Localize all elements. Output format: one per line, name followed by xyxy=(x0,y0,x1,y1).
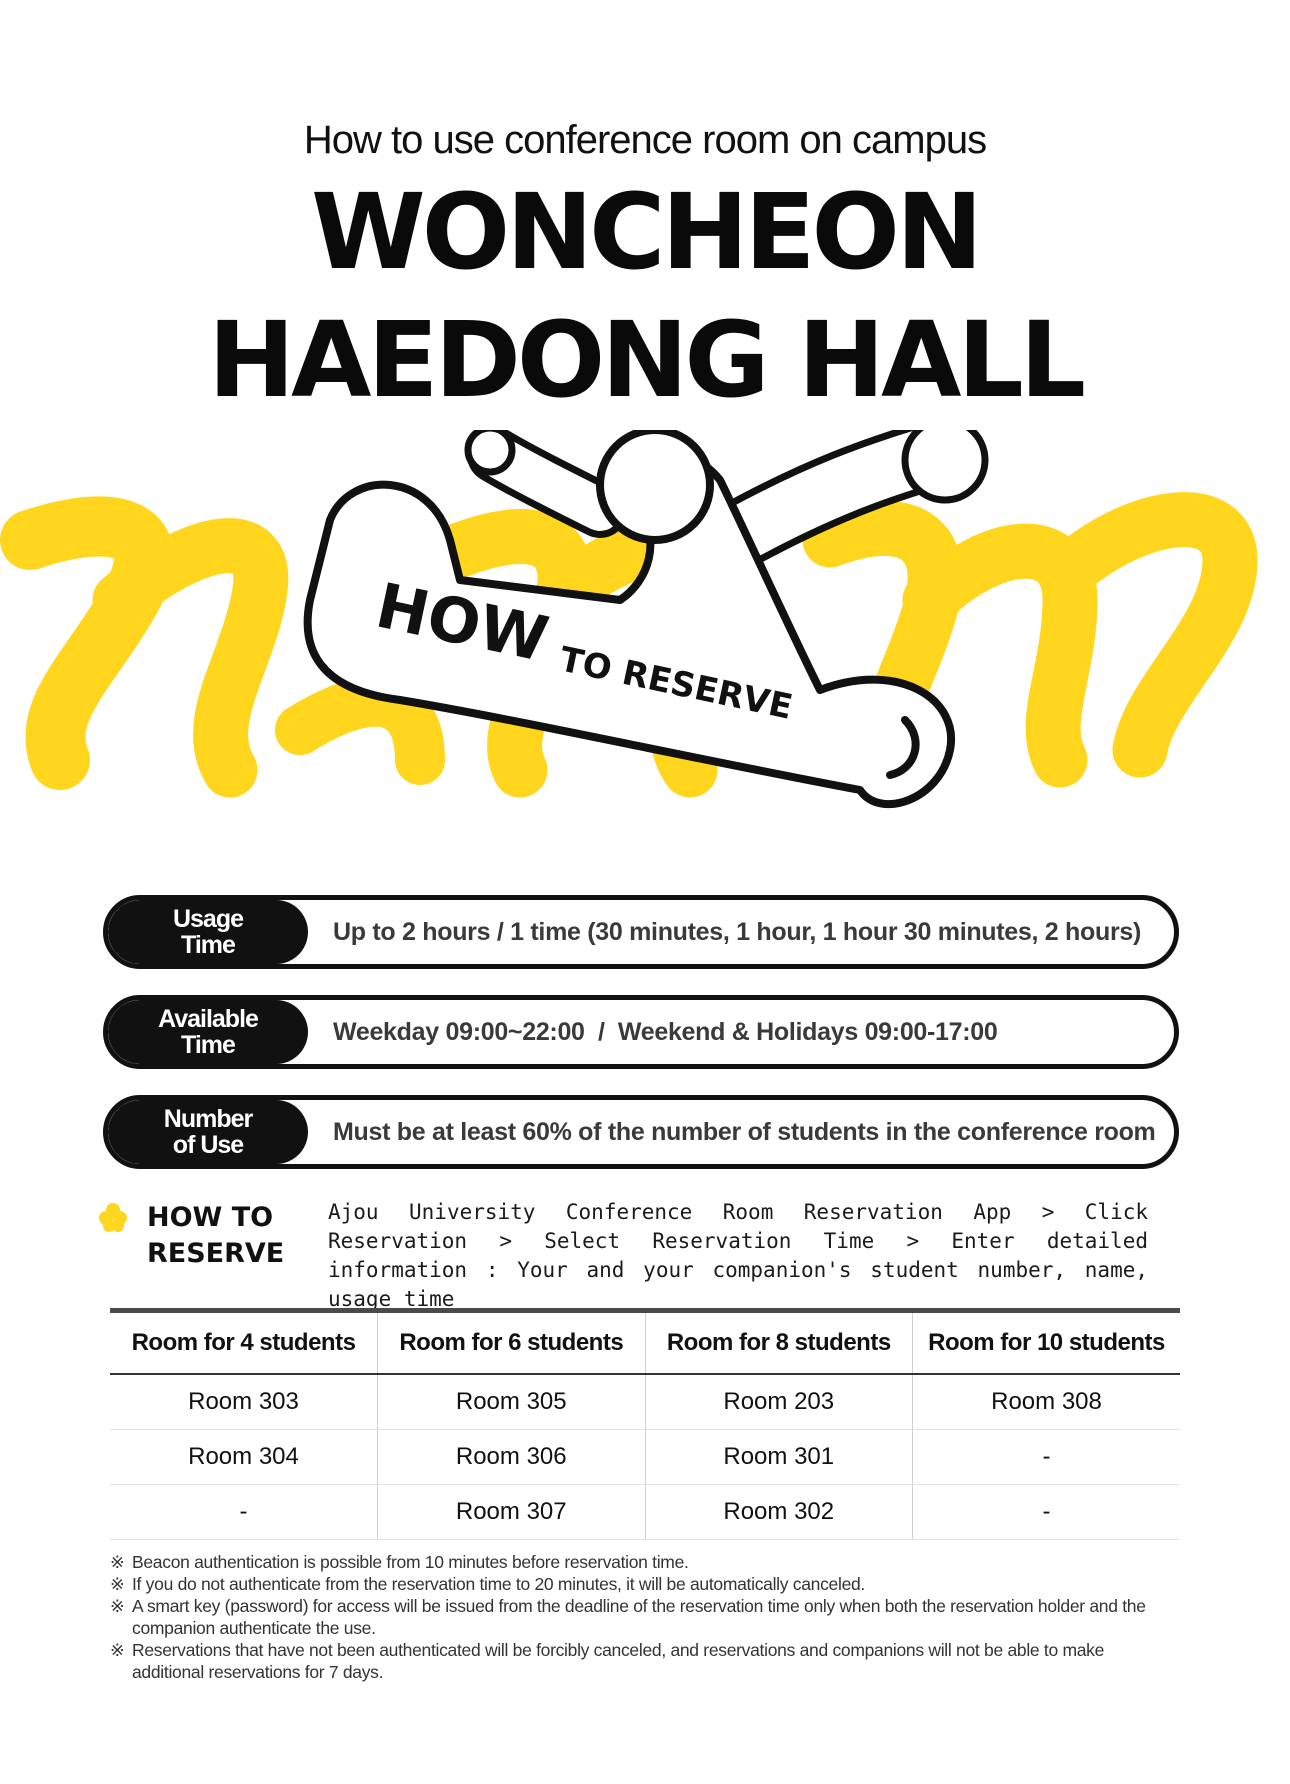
note-item: ※ Beacon authentication is possible from 10 minutes before reservation time. xyxy=(110,1552,689,1572)
usage-time-value: Up to 2 hours / 1 time (30 minutes, 1 hour, 1 hour 30 minutes, 2 hours) xyxy=(333,917,1142,946)
column-header: Room for 8 students xyxy=(645,1311,913,1375)
notes-list xyxy=(110,1551,1170,1683)
table-cell: - xyxy=(913,1485,1181,1540)
available-time-label: Available Time xyxy=(108,1000,308,1064)
how-to-reserve-heading: HOW TO RESERVE xyxy=(147,1202,285,1269)
number-of-use-row xyxy=(103,1095,1179,1169)
table-header-row xyxy=(110,1311,1180,1375)
page-title-line2: HAEDONG HALL xyxy=(208,299,1082,421)
table-cell: Room 306 xyxy=(378,1430,646,1485)
flower-bullet-icon xyxy=(98,1202,128,1232)
column-header: Room for 10 students xyxy=(913,1311,1181,1375)
note-mark: ※ xyxy=(110,1596,125,1616)
note-mark: ※ xyxy=(110,1552,125,1572)
rooms-table xyxy=(110,1308,1180,1540)
available-time-value: Weekday 09:00~22:00 / Weekend & Holidays 09:00-17:00 xyxy=(333,1017,998,1046)
page-subtitle: How to use conference room on campus xyxy=(303,118,987,162)
table-cell: Room 301 xyxy=(645,1430,913,1485)
table-row xyxy=(110,1430,1180,1485)
how-to-reserve-steps: Ajou University Conference Room Reservation App > Click Reservation > Select Reservation Time > Enter detailed information : Your and your companion's student number, name, usage time xyxy=(328,1200,1148,1311)
note-item: ※ If you do not authenticate from the reservation time to 20 minutes, it will be automatically canceled. xyxy=(110,1574,865,1594)
table-cell: - xyxy=(913,1430,1181,1485)
table-cell: Room 302 xyxy=(645,1485,913,1540)
column-header: Room for 4 students xyxy=(110,1311,378,1375)
hero-illustration xyxy=(0,430,1290,850)
table-cell: Room 303 xyxy=(110,1374,378,1430)
column-header: Room for 6 students xyxy=(378,1311,646,1375)
table-cell: - xyxy=(110,1485,378,1540)
note-mark: ※ xyxy=(110,1574,125,1594)
note-mark: ※ xyxy=(110,1640,125,1660)
usage-time-row xyxy=(103,895,1179,969)
number-of-use-value: Must be at least 60% of the number of students in the conference room xyxy=(333,1117,1156,1146)
available-time-row xyxy=(103,995,1179,1069)
table-cell: Room 203 xyxy=(645,1374,913,1430)
table-cell: Room 307 xyxy=(378,1485,646,1540)
usage-time-label: Usage Time xyxy=(108,900,308,964)
table-cell: Room 305 xyxy=(378,1374,646,1430)
badge-word-to-reserve: TO RESERVE xyxy=(556,639,796,728)
badge-word-how: HOW xyxy=(369,568,555,677)
page-title-line1: WONCHEON xyxy=(310,171,980,293)
number-of-use-label: Number of Use xyxy=(108,1100,308,1164)
table-row xyxy=(110,1485,1180,1540)
table-row xyxy=(110,1374,1180,1430)
table-cell: Room 308 xyxy=(913,1374,1181,1430)
table-cell: Room 304 xyxy=(110,1430,378,1485)
note-item: ※ A smart key (password) for access will be issued from the deadline of the reservation time only when both the reservation holder and the companion authenticate the use. xyxy=(110,1596,1146,1638)
note-item: ※ Reservations that have not been authenticated will be forcibly canceled, and reservations and companions will not be able to make additional reservations for 7 days. xyxy=(110,1640,1105,1682)
